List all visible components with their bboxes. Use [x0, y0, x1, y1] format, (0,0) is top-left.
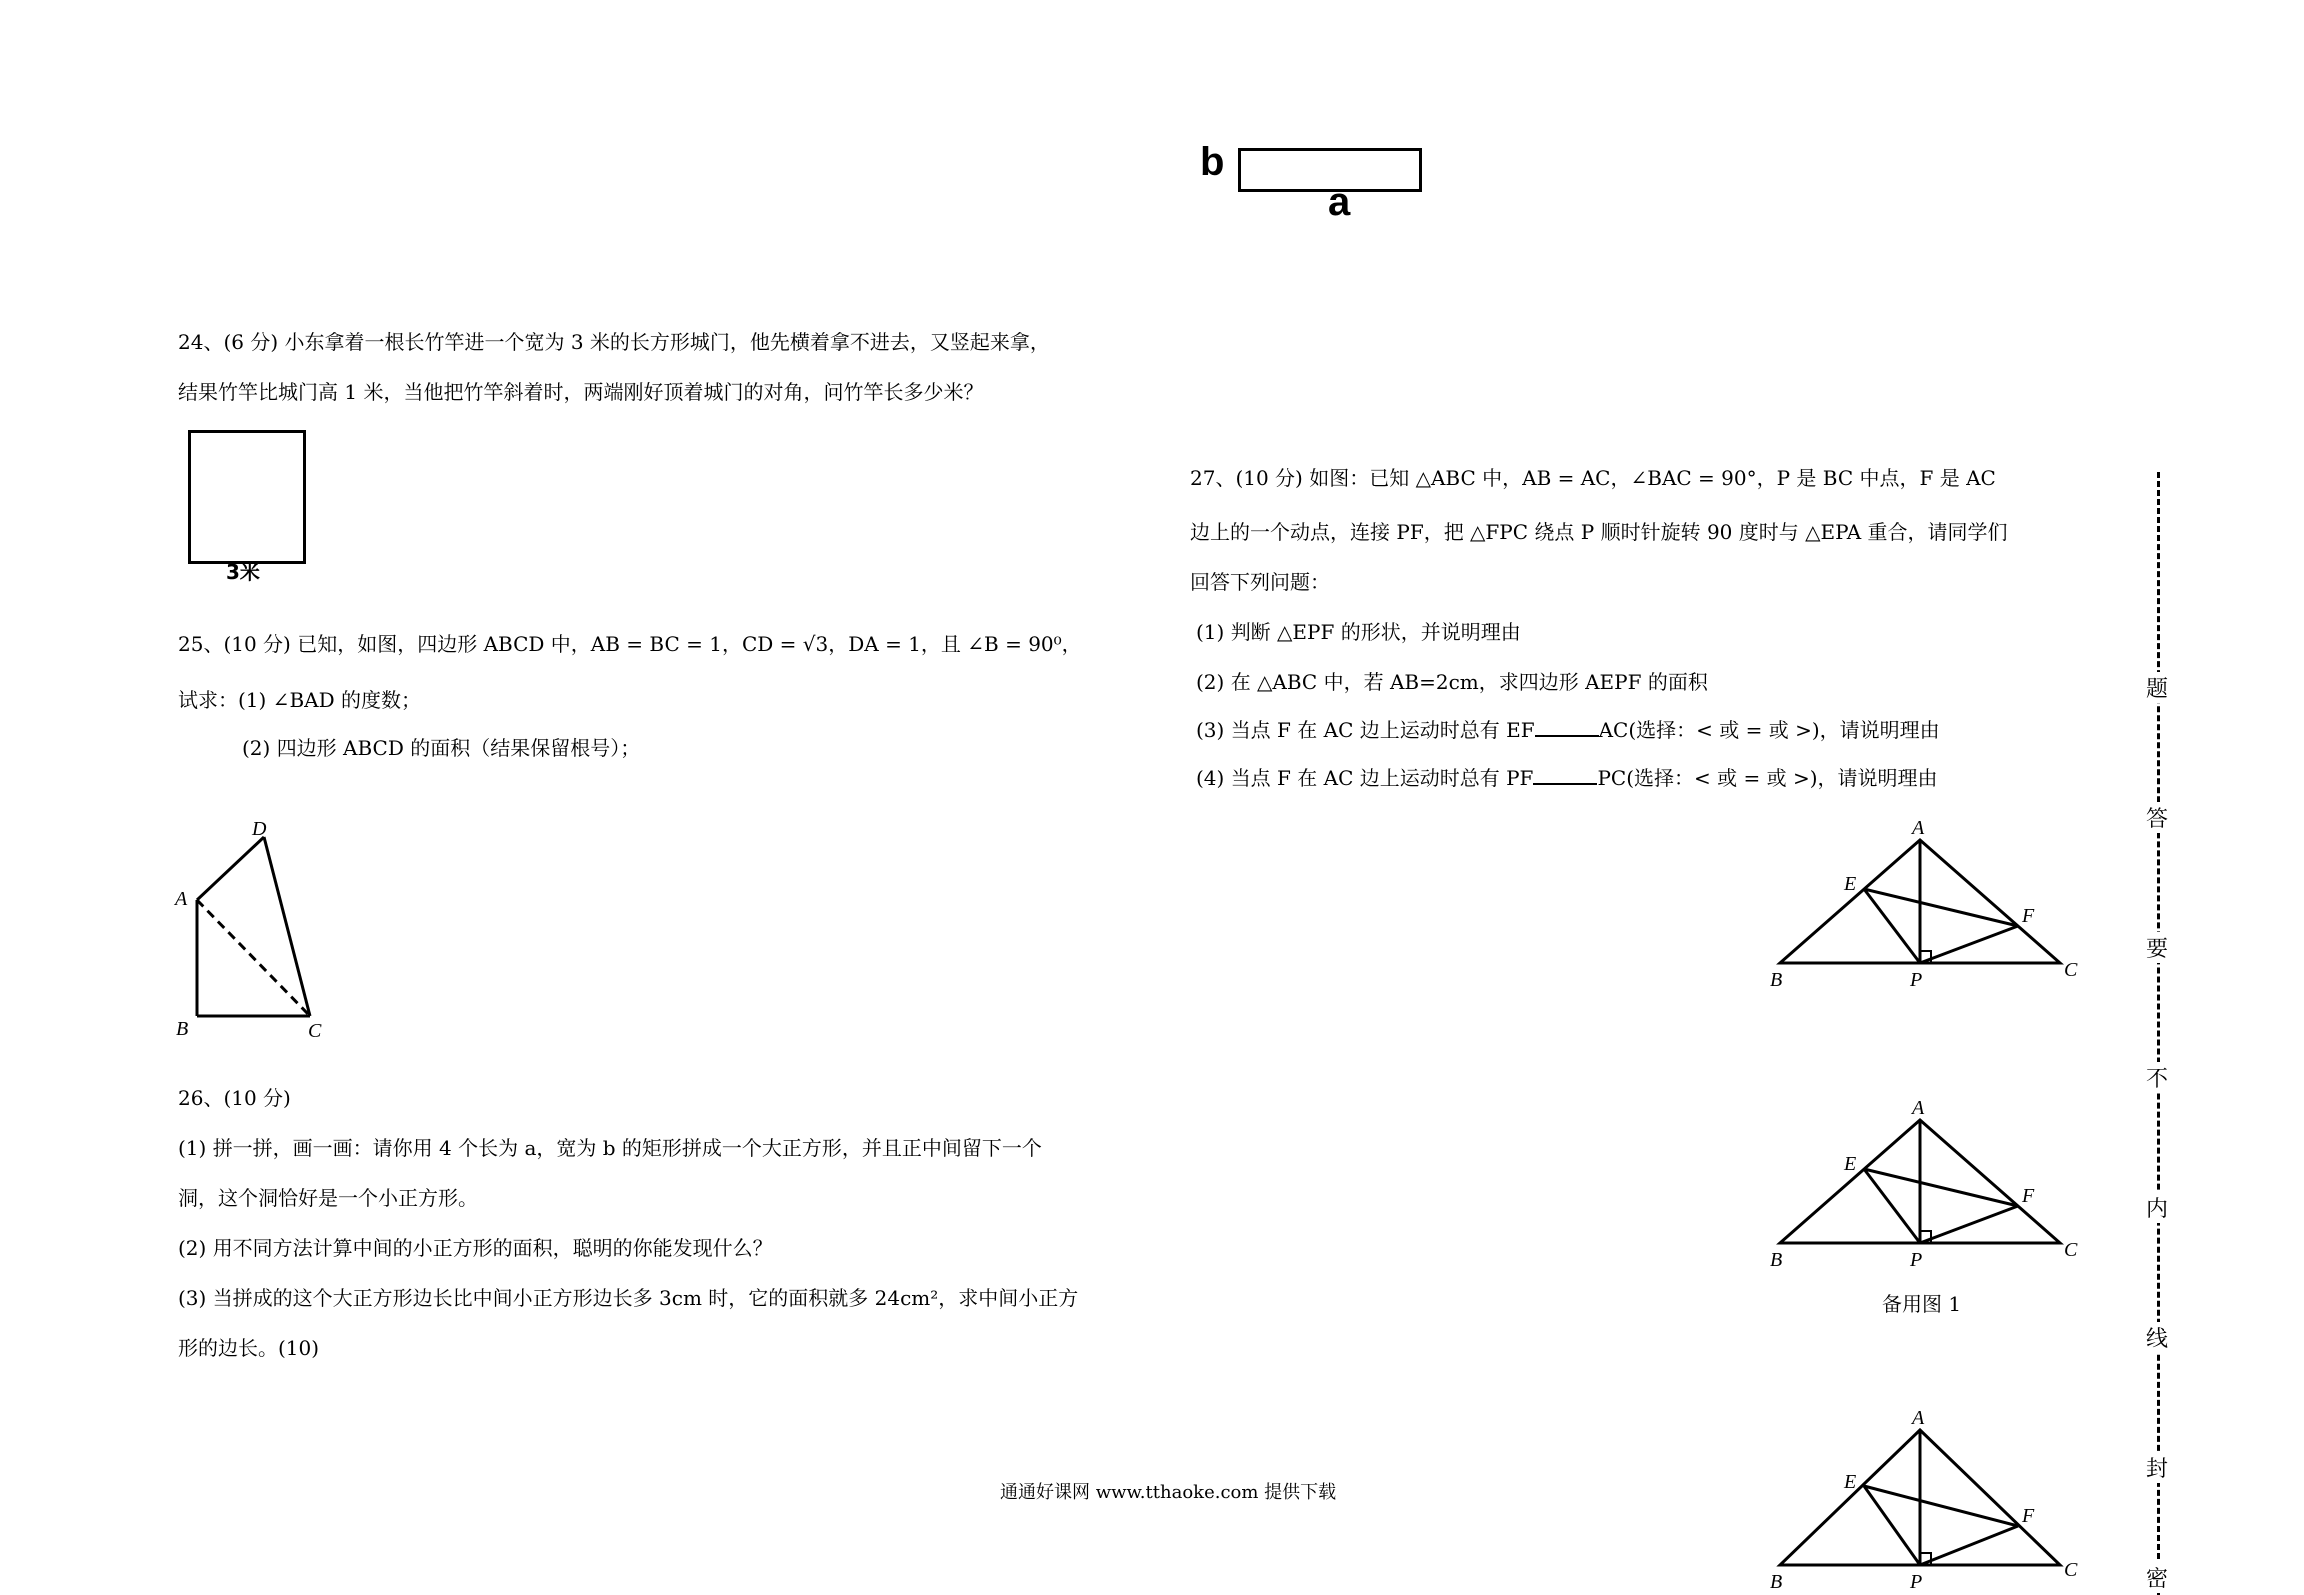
q27-triangle-figure-main — [1760, 810, 2090, 1000]
q27-sub3-text-b: AC(选择：< 或 = 或 >)，请说明理由 — [1598, 718, 1940, 742]
q27-sub4-blank — [1533, 765, 1597, 785]
q25-label-b: B — [176, 1018, 189, 1040]
q25-line2: 试求：(1) ∠BAD 的度数； — [178, 688, 421, 712]
q26-line4: (2) 用不同方法计算中间的小正方形的面积，聪明的你能发现什么？ — [178, 1236, 773, 1260]
q27-spare2-label-a: A — [1912, 1407, 1925, 1429]
q27-main-label-b: B — [1770, 969, 1783, 991]
q27-spare2-label-c: C — [2064, 1559, 2078, 1581]
q24-square-figure — [188, 430, 306, 564]
q25-edge-da — [197, 837, 264, 900]
seal-char-0: 题 — [2146, 672, 2168, 703]
seal-char-2: 要 — [2146, 932, 2168, 963]
q27-spare2-label-b: B — [1770, 1571, 1783, 1593]
q27-main-label-c: C — [2064, 959, 2078, 981]
q27-main-segment-pf — [1920, 926, 2018, 963]
q24-line2: 结果竹竿比城门高 1 米，当他把竹竿斜着时，两端刚好顶着城门的对角，问竹竿长多少米？ — [178, 380, 984, 404]
q27-triangle-figure-spare1 — [1760, 1090, 2090, 1280]
q27-line1: 27、(10 分) 如图：已知 △ABC 中，AB = AC，∠BAC = 90°，P 是 BC 中点，F 是 AC — [1190, 466, 1996, 490]
q27-sub3-text-a: (3) 当点 F 在 AC 边上运动时总有 EF — [1196, 718, 1535, 742]
q27-main-label-p: P — [1910, 969, 1923, 991]
q27-sub3 — [1196, 716, 1940, 744]
q27-spare-caption: 备用图 1 — [1882, 1292, 1962, 1316]
q27-sub4-text-a: (4) 当点 F 在 AC 边上运动时总有 PF — [1196, 766, 1534, 790]
q27-spare1-label-a: A — [1912, 1097, 1925, 1119]
q27-spare1-label-b: B — [1770, 1249, 1783, 1271]
q27-spare2-label-p: P — [1910, 1571, 1923, 1593]
q27-triangle-figure-spare2 — [1760, 1400, 2090, 1595]
seal-char-4: 内 — [2146, 1192, 2168, 1223]
q26-line1: 26、(10 分) — [178, 1086, 291, 1110]
q25-line1: 25、(10 分) 已知，如图，四边形 ABCD 中，AB = BC = 1，CD = √3，DA = 1，且 ∠B = 90⁰， — [178, 632, 1082, 656]
q26-line3: 洞，这个洞恰好是一个小正方形。 — [178, 1186, 478, 1210]
q27-sub4-text-b: PC(选择：< 或 = 或 >)，请说明理由 — [1597, 766, 1938, 790]
page-footer: 通通好课网 www.tthaoke.com 提供下载 — [1000, 1482, 1337, 1503]
q25-quadrilateral-figure — [160, 815, 340, 1045]
q24-line1: 24、(6 分) 小东拿着一根长竹竿进一个宽为 3 米的长方形城门，他先横着拿不进去，又竖起来拿， — [178, 330, 1050, 354]
q27-spare1-label-f: F — [2022, 1185, 2035, 1207]
q25-diagonal-ac — [197, 900, 310, 1016]
q27-spare1-label-e: E — [1844, 1153, 1857, 1175]
q27-spare1-segment-pf — [1920, 1206, 2018, 1243]
q27-line2: 边上的一个动点，连接 PF，把 △FPC 绕点 P 顺时针旋转 90 度时与 △EPA 重合，请同学们 — [1190, 520, 2008, 544]
q27-main-label-f: F — [2022, 905, 2035, 927]
seal-line-chars — [2138, 0, 2178, 1595]
seal-char-6: 封 — [2146, 1452, 2168, 1483]
q25-label-a: A — [175, 888, 188, 910]
seal-char-1: 答 — [2146, 802, 2168, 833]
q25-label-c: C — [308, 1020, 322, 1042]
seal-char-3: 不 — [2146, 1062, 2168, 1093]
q26-line6: 形的边长。(10) — [178, 1336, 320, 1360]
q27-main-label-a: A — [1912, 817, 1925, 839]
q25-line3: (2) 四边形 ABCD 的面积（结果保留根号）； — [242, 736, 641, 760]
q27-spare1-label-c: C — [2064, 1239, 2078, 1261]
q27-spare2-label-e: E — [1844, 1471, 1857, 1493]
top-rect-label-a: a — [1328, 180, 1351, 224]
q25-label-d: D — [252, 818, 267, 840]
seal-char-5: 线 — [2146, 1322, 2168, 1353]
q27-sub4 — [1196, 764, 1938, 792]
q27-line3: 回答下列问题： — [1190, 570, 1330, 594]
q27-spare2-label-f: F — [2022, 1505, 2035, 1527]
q24-figure-label: 3米 — [226, 560, 260, 584]
q27-spare2-segment-pf — [1920, 1526, 2018, 1565]
seal-char-7: 密 — [2146, 1562, 2168, 1593]
q25-edge-cd — [264, 837, 310, 1016]
q27-sub2: (2) 在 △ABC 中，若 AB=2cm，求四边形 AEPF 的面积 — [1196, 670, 1708, 694]
q26-line5: (3) 当拼成的这个大正方形边长比中间小正方形边长多 3cm 时，它的面积就多 24cm²，求中间小正方 — [178, 1286, 1079, 1310]
top-rect-figure — [1200, 140, 1450, 230]
q27-spare1-label-p: P — [1910, 1249, 1923, 1271]
q27-sub3-blank — [1535, 717, 1599, 737]
q27-sub1: (1) 判断 △EPF 的形状，并说明理由 — [1196, 620, 1521, 644]
q26-line2: (1) 拼一拼，画一画：请你用 4 个长为 a，宽为 b 的矩形拼成一个大正方形，并且正中间留下一个 — [178, 1136, 1042, 1160]
q27-main-label-e: E — [1844, 873, 1857, 895]
top-rect-label-b: b — [1200, 140, 1225, 184]
